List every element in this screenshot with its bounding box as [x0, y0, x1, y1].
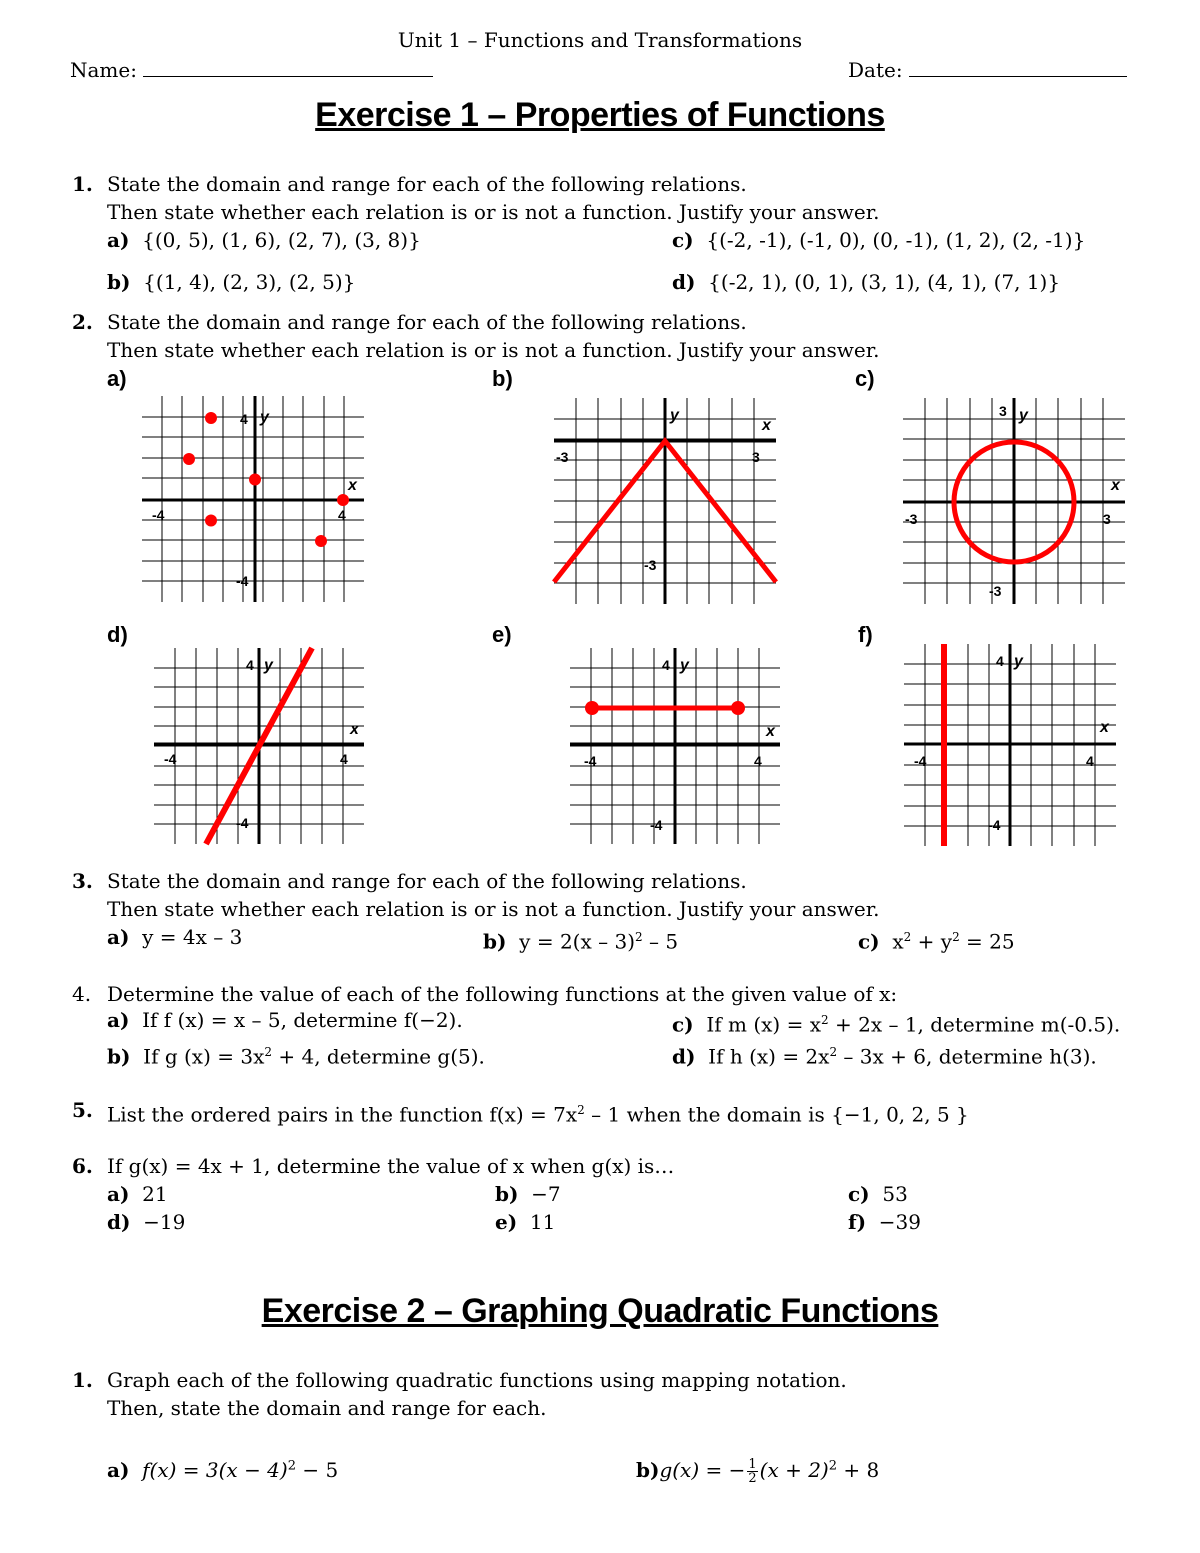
q1-a-label: a): [107, 228, 130, 252]
ex2-q1-number: 1.: [72, 1368, 93, 1392]
q4-b-post: + 4, determine g(5).: [272, 1044, 485, 1069]
date-field[interactable]: [848, 58, 1127, 82]
graph-f-tick-xpos: 4: [1086, 753, 1094, 769]
q6-c-label: c): [848, 1182, 870, 1206]
q3-c-exp1: 2: [903, 930, 912, 944]
ex2-q1-b-den: 2: [748, 1471, 757, 1486]
ex2-q1-b-pre: g(x) = −: [659, 1458, 746, 1482]
q1-d: [672, 268, 1060, 296]
q3-c-x: x: [892, 929, 904, 954]
q1-d-text: {(-2, 1), (0, 1), (3, 1), (4, 1), (7, 1)}: [708, 270, 1061, 294]
q3-a-text: y = 4x – 3: [142, 925, 243, 949]
ex2-q1-a-label: a): [107, 1458, 130, 1482]
q6-d-label: d): [107, 1210, 131, 1234]
q4: [72, 980, 91, 1008]
graph-f-tick-yneg: -4: [988, 817, 1001, 833]
q5-text: [107, 1096, 969, 1129]
ex2-q1: [72, 1366, 93, 1394]
graph-e-x-label: x: [766, 723, 775, 740]
q6: [72, 1152, 93, 1180]
graph-a-y-label: y: [260, 409, 269, 426]
ex2-q1-line1: Graph each of the following quadratic functions using mapping notation.: [107, 1368, 847, 1392]
q6-c-val: 53: [882, 1182, 908, 1206]
graph-d-tick-xpos: 4: [340, 751, 348, 767]
q4-b-pre: If g (x) = 3x: [143, 1044, 265, 1069]
q4-d-exp: 2: [829, 1045, 838, 1059]
q3-c-mid: + y: [911, 929, 953, 954]
graph-a-point: [249, 474, 261, 486]
q4-number: 4.: [72, 982, 92, 1006]
unit-title: Unit 1 – Functions and Transformations: [397, 28, 803, 52]
q3-b-text: y = 2(x – 3): [519, 929, 635, 954]
q6-b-label: b): [495, 1182, 519, 1206]
q4-c-post: + 2x – 1, determine m(-0.5).: [828, 1012, 1121, 1037]
graph-a-tick-xneg: -4: [152, 507, 165, 523]
name-line[interactable]: [143, 58, 433, 77]
q5-post: – 1 when the domain is {−1, 0, 2, 5 }: [584, 1102, 969, 1127]
q4-b: [107, 1038, 485, 1071]
q6-a-val: 21: [142, 1182, 168, 1206]
q6-a: [107, 1180, 168, 1208]
q4-d: [672, 1038, 1097, 1071]
q2-number: 2.: [72, 310, 93, 334]
graph-d-y-label: y: [264, 657, 273, 674]
graph-d: [154, 648, 364, 844]
q3-c: [858, 923, 1015, 956]
graph-b-tick-xpos: 3: [752, 449, 760, 465]
q3-b-exp: 2: [635, 930, 643, 944]
q4-a-text: If f (x) = x – 5, determine f(−2).: [142, 1008, 463, 1032]
graph-b-tick-xneg: -3: [556, 449, 569, 465]
graph-b-x-label: x: [762, 417, 771, 434]
q3-b: [483, 923, 678, 956]
q6-e-label: e): [495, 1210, 518, 1234]
ex2-q1-line2: Then, state the domain and range for each.: [107, 1396, 547, 1420]
graph-f-tick-ypos: 4: [996, 653, 1004, 669]
q4-a: [107, 1006, 463, 1034]
graph-a-point: [205, 515, 217, 527]
q4-d-pre: If h (x) = 2x: [708, 1044, 830, 1069]
q5-pre: List the ordered pairs in the function f(x) = 7x: [107, 1102, 578, 1127]
exercise-2-title: Exercise 2 – Graphing Quadratic Functions: [261, 1292, 939, 1330]
graph-e-label: e): [492, 622, 512, 647]
q1-c-label: c): [672, 228, 694, 252]
graph-a-point: [205, 412, 217, 424]
name-label: Name:: [70, 58, 137, 82]
graph-c: [903, 398, 1125, 604]
ex2-q1-a-exp: 2: [287, 1458, 296, 1474]
q6-e-val: 11: [529, 1210, 556, 1234]
q2-line1: State the domain and range for each of the following relations.: [107, 310, 747, 334]
graph-b-tick-yneg: -3: [644, 557, 657, 573]
name-field[interactable]: [70, 58, 433, 82]
graph-a: [142, 396, 364, 602]
q4-d-post: – 3x + 6, determine h(3).: [837, 1044, 1097, 1069]
ex2-q1-a-post: − 5: [296, 1458, 339, 1482]
ex2-q1-b-post: + 8: [837, 1458, 880, 1482]
q3-number: 3.: [72, 869, 93, 893]
graph-c-x-label: x: [1111, 477, 1120, 494]
q6-a-label: a): [107, 1182, 130, 1206]
ex2-q1-b-exp: 2: [828, 1458, 838, 1474]
q6-d: [107, 1208, 185, 1236]
q1-b: [107, 268, 355, 296]
q3-c-exp2: 2: [952, 930, 960, 944]
graph-c-y-label: y: [1019, 407, 1028, 424]
q6-f-val: −39: [878, 1210, 922, 1234]
q3-line2: Then state whether each relation is or is not a function. Justify your answer.: [107, 897, 880, 921]
graph-f-label: f): [858, 622, 873, 647]
q6-e: [495, 1208, 555, 1236]
graph-d-tick-xneg: -4: [164, 751, 177, 767]
ex2-q1-a: [107, 1458, 338, 1482]
graph-e-endpoint-right: [731, 701, 745, 715]
q2: [72, 308, 93, 336]
graph-e-tick-xpos: 4: [754, 753, 762, 769]
q1-c-text: {(-2, -1), (-1, 0), (0, -1), (1, 2), (2, -1)}: [706, 228, 1086, 252]
q3-b-label: b): [483, 929, 507, 954]
q4-b-label: b): [107, 1044, 131, 1069]
graph-e-tick-ypos: 4: [662, 657, 670, 673]
graph-a-point: [315, 535, 327, 547]
q1-b-text: {(1, 4), (2, 3), (2, 5)}: [143, 270, 356, 294]
ex2-q1-a-pre: f(x) = 3(x − 4): [142, 1458, 288, 1482]
q5: [72, 1096, 93, 1124]
graph-c-tick-yneg: -3: [989, 583, 1002, 599]
q1: [72, 170, 93, 198]
q3-line1: State the domain and range for each of the following relations.: [107, 869, 747, 893]
q4-c-pre: If m (x) = x: [706, 1012, 821, 1037]
q6-b: [495, 1180, 561, 1208]
q1-c: [672, 226, 1085, 254]
q1-a: [107, 226, 421, 254]
q4-line1: Determine the value of each of the following functions at the given value of x:: [107, 982, 898, 1006]
q6-c: [848, 1180, 908, 1208]
graph-a-label: a): [107, 366, 127, 391]
graph-a-tick-xpos: 4: [338, 507, 346, 523]
q6-f: [848, 1208, 921, 1236]
exercise-1-title: Exercise 1 – Properties of Functions: [315, 96, 885, 134]
graph-c-tick-xpos: 3: [1103, 511, 1111, 527]
graph-f-y-label: y: [1014, 653, 1023, 670]
ex2-q1-b-num: 1: [748, 1457, 757, 1472]
graph-e-tick-xneg: -4: [584, 753, 597, 769]
q4-a-label: a): [107, 1008, 130, 1032]
q1-b-label: b): [107, 270, 131, 294]
graph-b-y-label: y: [670, 407, 679, 424]
graph-d-tick-ypos: 4: [246, 657, 254, 673]
q3-b-post: – 5: [642, 929, 679, 954]
q5-exp: 2: [577, 1103, 585, 1117]
q2-line2: Then state whether each relation is or is not a function. Justify your answer.: [107, 338, 880, 362]
graph-b-label: b): [492, 366, 513, 391]
graph-a-tick-ypos: 4: [240, 411, 248, 427]
graph-e-y-label: y: [680, 657, 689, 674]
graph-d-x-label: x: [350, 721, 359, 738]
ex2-q1-b-label: b): [636, 1458, 660, 1482]
q1-a-text: {(0, 5), (1, 6), (2, 7), (3, 8)}: [142, 228, 421, 252]
ex2-q1-b-mid: (x + 2): [759, 1458, 829, 1482]
q5-number: 5.: [72, 1098, 93, 1122]
ex2-q1-b-frac: [747, 1458, 757, 1485]
graph-b: [554, 398, 776, 604]
q1-d-label: d): [672, 270, 696, 294]
q3-c-label: c): [858, 929, 880, 954]
graph-f-tick-xneg: -4: [914, 753, 927, 769]
q1-line1: State the domain and range for each of the following relations.: [107, 172, 747, 196]
graph-a-x-label: x: [348, 477, 357, 494]
q4-c: [672, 1006, 1120, 1039]
graph-f: [904, 644, 1116, 846]
graph-e-tick-yneg: -4: [650, 817, 663, 833]
q1-line2: Then state whether each relation is or is not a function. Justify your answer.: [107, 200, 880, 224]
q3-a-label: a): [107, 925, 130, 949]
q6-f-label: f): [848, 1210, 867, 1234]
graph-a-point: [337, 494, 349, 506]
graph-e: [570, 648, 780, 844]
graph-c-label: c): [855, 366, 875, 391]
graph-a-tick-yneg: -4: [236, 573, 249, 589]
q6-b-val: −7: [531, 1182, 561, 1206]
date-label: Date:: [848, 58, 903, 82]
q4-c-exp: 2: [820, 1013, 829, 1027]
q6-d-val: −19: [143, 1210, 186, 1234]
q1-number: 1.: [72, 172, 93, 196]
q4-b-exp: 2: [264, 1045, 272, 1059]
graph-e-endpoint-left: [585, 701, 599, 715]
graph-c-tick-xneg: -3: [905, 511, 918, 527]
graph-c-tick-ypos: 3: [999, 403, 1007, 419]
graph-d-tick-yneg: -4: [236, 815, 249, 831]
ex2-q1-b: [636, 1458, 879, 1485]
graph-d-label: d): [107, 622, 128, 647]
q3-c-post: = 25: [959, 929, 1015, 954]
q6-number: 6.: [72, 1154, 93, 1178]
q6-text: If g(x) = 4x + 1, determine the value of x when g(x) is…: [107, 1154, 675, 1178]
graph-f-x-label: x: [1100, 719, 1109, 736]
graph-a-point: [183, 453, 195, 465]
q4-d-label: d): [672, 1044, 696, 1069]
date-line[interactable]: [909, 58, 1127, 77]
q3-a: [107, 923, 242, 951]
q3: [72, 867, 93, 895]
q4-c-label: c): [672, 1012, 694, 1037]
